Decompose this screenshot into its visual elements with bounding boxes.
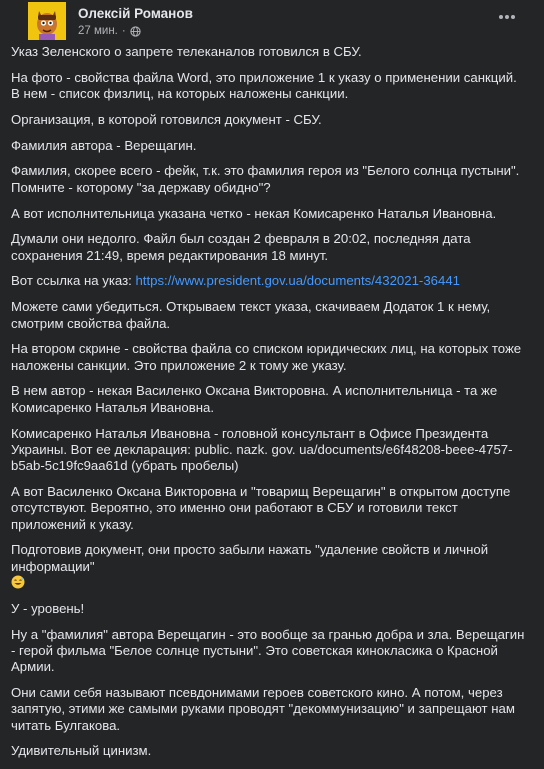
post-paragraph-15: У - уровень! xyxy=(11,600,85,616)
decree-link[interactable]: https://www.president.gov.ua/documents/432021-36441 xyxy=(135,273,460,289)
post-paragraph-6: А вот исполнительница указана четко - некая Комисаренко Наталья Ивановна. xyxy=(11,205,497,221)
author-block xyxy=(78,6,193,38)
grinning-sweat-emoji-icon xyxy=(11,575,25,589)
post-meta xyxy=(78,24,193,38)
avatar[interactable] xyxy=(28,2,66,40)
post-content xyxy=(11,44,527,769)
more-horizontal-icon[interactable] xyxy=(496,10,518,24)
post-paragraph-12: Комисаренко Наталья Ивановна - головной консультант в Офисе Президента Украины. Вот ее декларация: public. nazk. gov. ua/documents/e6f48208-beee-4757-b5ab-5c19fc9aa61d (убрать пробелы) xyxy=(11,425,513,474)
post-paragraph-3: Организация, в которой готовился документ - СБУ. xyxy=(11,111,322,127)
post-paragraph-14 xyxy=(11,542,527,591)
avatar-image xyxy=(28,2,66,40)
post-paragraph-1: Указ Зеленского о запрете телеканалов готовился в СБУ. xyxy=(11,44,362,59)
post-paragraph-11: В нем автор - некая Василенко Оксана Викторовна. А исполнительница - та же Комисаренко Наталья Ивановна. xyxy=(11,383,498,415)
author-name[interactable]: Олексій Романов xyxy=(78,6,193,21)
post-paragraph-5: Фамилия, скорее всего - фейк, т.к. это фамилия героя из "Белого солнца пустыни". Помните - которому "за державу обидно"? xyxy=(11,163,520,195)
post-paragraph-17: Они сами себя называют псевдонимами героев советского кино. А потом, через запятую, этими же самыми руками проводят "декоммунизацию" и запрещают нам читать Булгакова. xyxy=(11,684,515,733)
post-paragraph-8 xyxy=(11,273,527,289)
post-paragraph-13: А вот Василенко Оксана Викторовна и "товарищ Верещагин" в открытом доступе отсутствуют. Вероятно, это именно они работают в СБУ и готовили текст приложений к указу. xyxy=(11,483,511,532)
post-paragraph-9: Можете сами убедиться. Открываем текст указа, скачиваем Додаток 1 к нему, смотрим свойства файла. xyxy=(11,299,491,331)
paragraph-14-text: Подготовив документ, они просто забыли нажать "удаление свойств и личной информации" xyxy=(11,542,489,574)
meta-separator: · xyxy=(121,25,126,37)
post-time[interactable]: 27 мин. xyxy=(78,25,118,37)
globe-icon[interactable] xyxy=(130,26,141,37)
post-paragraph-7: Думали они недолго. Файл был создан 2 февраля в 20:02, последняя дата сохранения 21:49, время редактирования 18 минут. xyxy=(11,231,471,263)
post-paragraph-18: Удивительный цинизм. xyxy=(11,743,152,759)
post-paragraph-16: Ну а "фамилия" автора Верещагин - это вообще за гранью добра и зла. Верещагин - герой фильма "Белое солнце пустыни". Это советская кинокласика о Красной Армии. xyxy=(11,626,525,675)
post-header xyxy=(14,0,530,40)
post-paragraph-4: Фамилия автора - Верещагин. xyxy=(11,137,197,153)
post-paragraph-2: На фото - свойства файла Word, это приложение 1 к указу о применении санкций. В нем - список физлиц, на которых наложены санкции. xyxy=(11,69,517,102)
link-intro: Вот ссылка на указ: xyxy=(11,273,136,289)
post-paragraph-10: На втором скрине - свойства файла со списком юридических лиц, на которых тоже наложены санкции. Это приложение 2 к тому же указу. xyxy=(11,341,522,373)
